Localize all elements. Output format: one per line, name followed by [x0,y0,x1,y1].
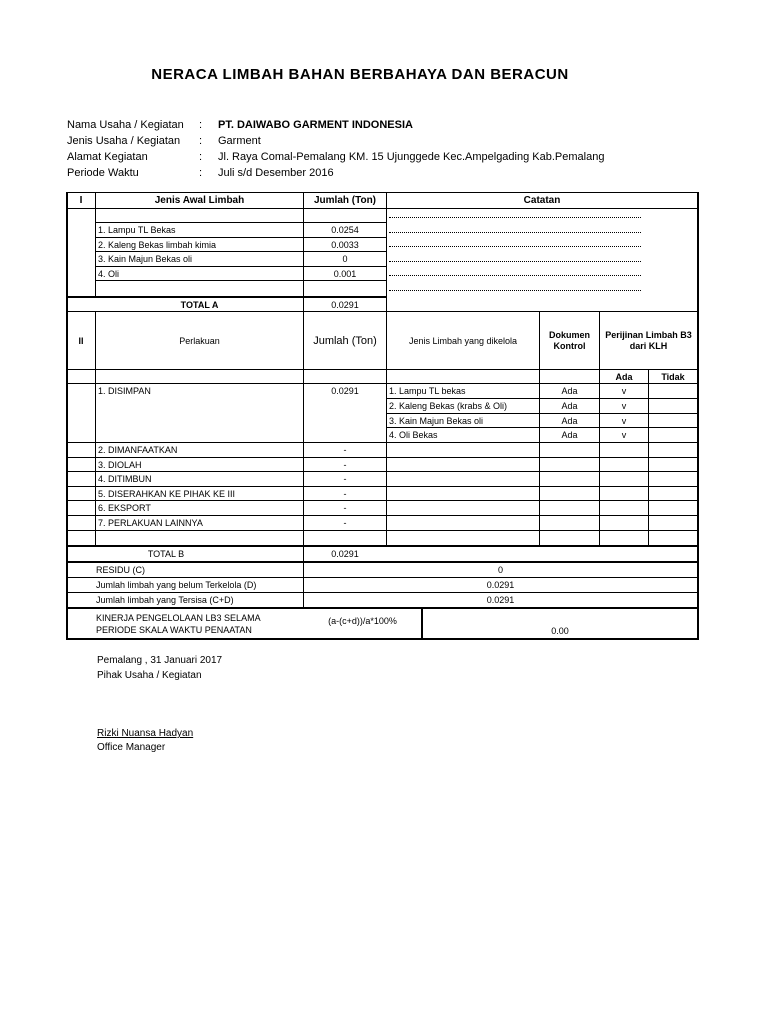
treatment-qty: - [343,503,347,513]
kinerja-formula: (a-(c+d))/a*100% [328,616,397,626]
treatment-qty: - [343,488,347,499]
perijinan-ada: v [621,415,627,426]
total-a-value: 0.0291 [331,299,359,310]
info-label: Alamat Kegiatan [67,151,148,163]
treatment-label: 3. DIOLAH [98,459,142,470]
signer-name: Rizki Nuansa Hadyan [97,728,194,739]
info-sep: : [199,135,203,147]
treatment-label: 2. DIMANFAATKAN [98,445,178,455]
perijinan-ada: v [621,430,627,440]
info-sep: : [199,119,203,131]
waste-qty: 0.0254 [331,225,359,235]
treatment-label: 1. DISIMPAN [98,386,151,396]
col-header-jumlah: Jumlah (Ton) [313,334,377,347]
col-header-catatan: Catatan [523,195,561,206]
note-line [389,246,641,247]
kinerja-label-line1: KINERJA PENGELOLAAN LB3 SELAMA [96,613,261,623]
treatment-qty: 0.0291 [331,386,359,396]
info-sep: : [199,167,203,179]
col-header-tidak: Tidak [661,371,685,382]
border-line [66,192,68,640]
managed-waste: 3. Kain Majun Bekas oli [389,415,484,426]
note-line [389,275,641,276]
col-header-jenis-dikelola: Jenis Limbah yang dikelola [408,335,518,346]
info-sep: : [199,151,203,163]
perijinan-ada: v [621,386,627,396]
dokumen-status: Ada [561,401,578,411]
treatment-qty: - [343,474,347,484]
waste-name: 3. Kain Majun Bekas oli [98,254,193,264]
page-title: NERACA LIMBAH BAHAN BERBAHAYA DAN BERACUN [151,66,569,83]
treatment-label: 4. DITIMBUN [98,474,152,484]
col-header-ada: Ada [615,371,633,382]
section-number: II [78,335,84,346]
info-value: PT. DAIWABO GARMENT INDONESIA [218,119,413,131]
border-line [697,192,699,640]
note-line [389,232,641,233]
signature-place-date: Pemalang , 31 Januari 2017 [97,655,223,666]
summary-label: Jumlah limbah yang Tersisa (C+D) [96,595,234,605]
dokumen-status: Ada [561,430,578,440]
section-number: I [79,195,83,206]
dokumen-status: Ada [561,386,578,396]
col-header-dokumen: Dokumen Kontrol [548,329,590,351]
summary-label: RESIDU (C) [96,565,145,575]
treatment-qty: - [343,459,347,470]
signer-position: Office Manager [97,742,166,753]
waste-name: 1. Lampu TL Bekas [98,225,176,235]
info-value: Jl. Raya Comal-Pemalang KM. 15 Ujunggede Kec.Ampelgading Kab.Pemalang [218,151,605,163]
border-line [66,607,698,609]
summary-value: 0.0291 [486,595,515,605]
treatment-label: 6. EKSPORT [98,503,151,513]
total-b-label: TOTAL B [147,549,185,559]
summary-label: Jumlah limbah yang belum Terkelola (D) [96,580,257,590]
summary-value: 0 [497,565,503,575]
border-line [386,192,387,312]
note-line [389,261,641,262]
managed-waste: 1. Lampu TL bekas [389,386,466,396]
kinerja-label-line2: PERIODE SKALA WAKTU PENAATAN [96,625,252,635]
managed-waste: 2. Kaleng Bekas (krabs & Oli) [389,401,508,411]
border-line [96,280,387,281]
border-line [648,369,649,547]
treatment-qty: - [343,445,347,455]
info-label: Periode Waktu [67,167,139,179]
signature-role: Pihak Usaha / Kegiatan [97,670,202,681]
info-label: Nama Usaha / Kegiatan [67,119,184,131]
border-line [66,208,698,209]
info-value: Juli s/d Desember 2016 [218,167,334,179]
col-header-jenis: Jenis Awal Limbah [154,195,245,206]
col-header-perlakuan: Perlakuan [179,335,220,346]
border-line [66,638,698,640]
treatment-label: 7. PERLAKUAN LAINNYA [98,518,203,528]
note-line [389,217,641,218]
waste-qty: 0.001 [333,268,357,279]
waste-name: 2. Kaleng Bekas limbah kimia [98,239,217,250]
col-header-jumlah: Jumlah (Ton) [313,195,377,206]
dokumen-status: Ada [561,415,578,426]
kinerja-value: 0.00 [551,626,569,636]
summary-value: 0.0291 [486,580,515,590]
perijinan-ada: v [621,401,627,411]
note-line [389,290,641,291]
col-header-perijinan: Perijinan Limbah B3 dari KLH [605,329,692,351]
info-value: Garment [218,135,261,147]
managed-waste: 4. Oli Bekas [389,430,438,440]
info-label: Jenis Usaha / Kegiatan [67,135,181,147]
waste-qty: 0 [342,254,348,264]
total-a-label: TOTAL A [180,299,219,310]
total-b-value: 0.0291 [331,549,359,559]
waste-qty: 0.0033 [331,239,359,250]
treatment-label: 5. DISERAHKAN KE PIHAK KE III [98,488,236,499]
border-line [66,530,698,531]
waste-name: 4. Oli [98,268,120,279]
treatment-qty: - [343,518,347,528]
